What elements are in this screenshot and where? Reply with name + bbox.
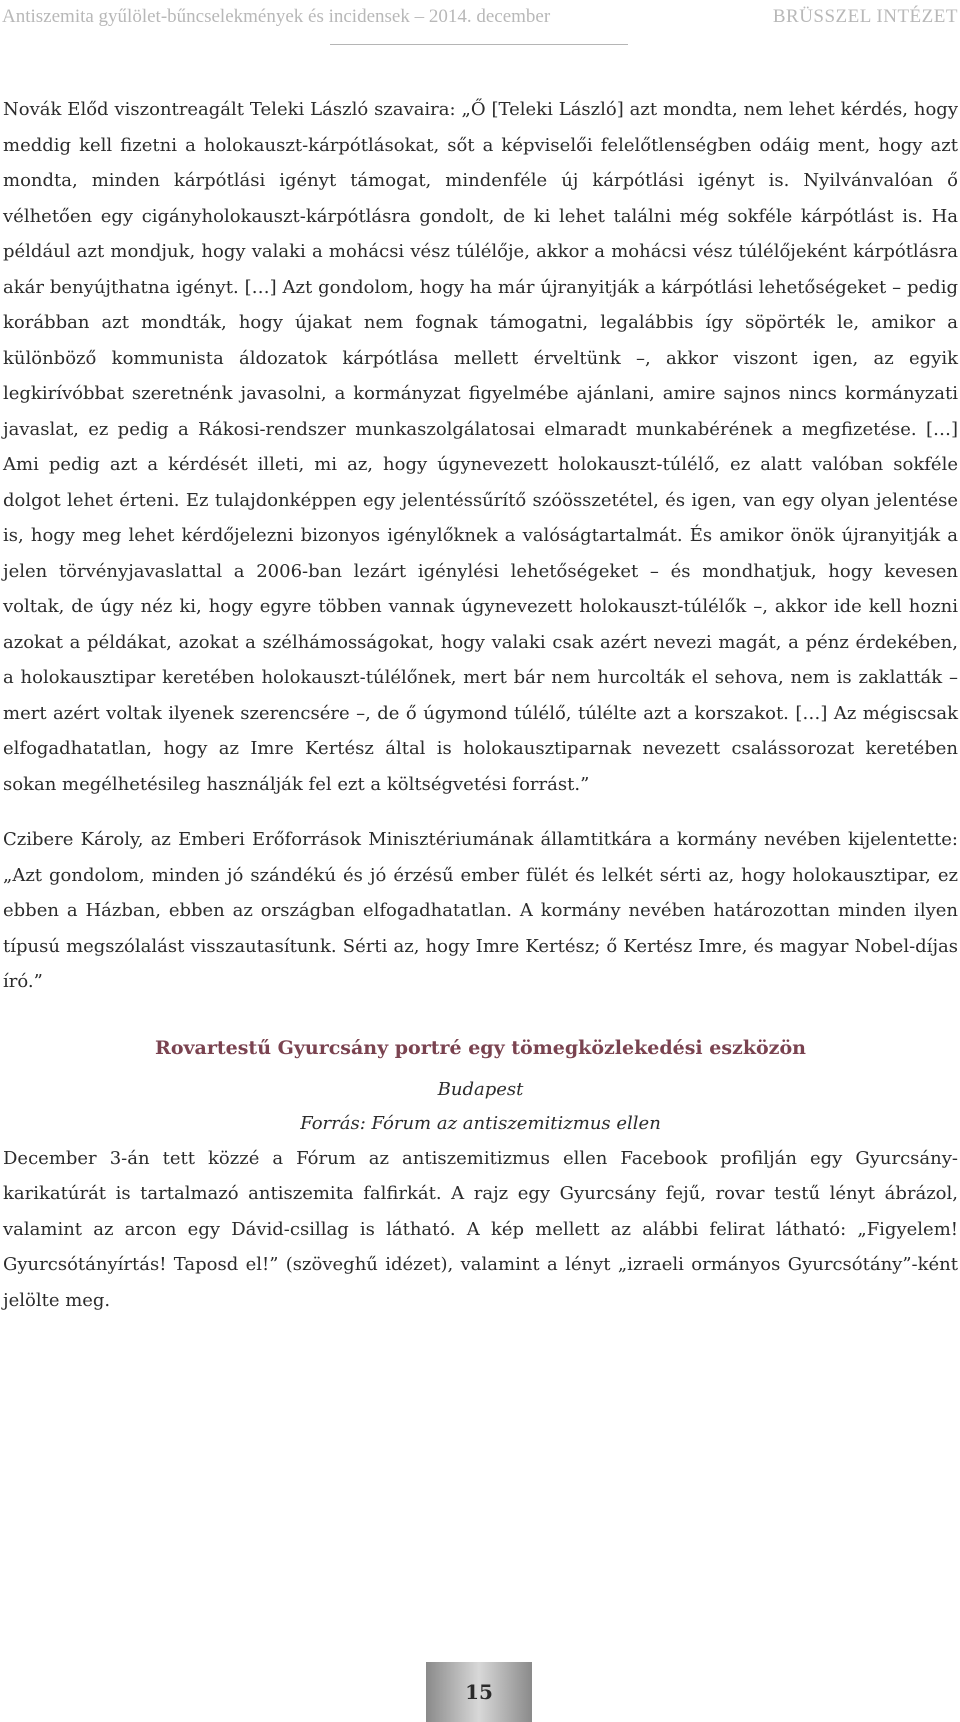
page-content [3, 92, 958, 1318]
section-location: Budapest [437, 1078, 524, 1100]
header-report-title: Antiszemita gyűlölet-bűncselekmények és incidensek – 2014. december [2, 6, 551, 27]
section-source: Forrás: Fórum az antiszemitizmus ellen [300, 1112, 661, 1134]
paragraph-czibere-quote: Czibere Károly, az Emberi Erőforrások Minisztériumának államtitkára a kormány nevében kijelentette: „Azt gondolom, minden jó szándékú és jó érzésű ember fülét és lelkét sérti az, hogy holokausztipar, ez ebben a Házban, ebben az országban elfogadhatatlan. A kormány nevében határozottan minden ilyen típusú megszólalást visszautasítunk. Sérti az, hogy Imre Kertész; ő Kertész Imre, és magyar Nobel-díjas író.” [3, 829, 958, 992]
header-divider [330, 44, 628, 45]
running-header [0, 6, 960, 34]
page-number: 15 [465, 1680, 493, 1704]
section-body: December 3-án tett közzé a Fórum az antiszemitizmus ellen Facebook profilján egy Gyurcsány-karikatúrát is tartalmazó antiszemita falfirkát. A rajz egy Gyurcsány fejű, rovar testű lényt ábrázol, valamint az arcon egy Dávid-csillag is látható. A kép mellett az alábbi felirat látható: „Figyelem! Gyurcsótányírtás! Taposd el!” (szöveghű idézet), valamint a lényt „izraeli ormányos Gyurcsótány”-ként jelölte meg. [3, 1147, 958, 1311]
paragraph-novak-quote: Novák Előd viszontreagált Teleki László szavaira: „Ő [Teleki László] azt mondta, nem lehet kérdés, hogy meddig kell fizetni a holokauszt-kárpótlásokat, sőt a képviselői felelőtlenségben odáig ment, hogy azt mondta, minden kárpótlási igényt támogat, mindenféle új kárpótlási igényt is. Nyilvánvalóan ő vélhetően egy cigányholokauszt-kárpótlásra gondolt, de ki lehet találni még sokféle kárpótlást is. Ha például azt mondjuk, hogy valaki a mohácsi vész túlélője, akkor a mohácsi vész túlélőjeként kárpótlásra akár benyújthatna igényt. […] Azt gondolom, hogy ha már újranyitják a kárpótlási lehetőségeket – pedig korábban azt mondták, hogy újakat nem fognak támogatni, legalábbis így söpörték le, amikor a különböző kommunista áldozatok kárpótlása mellett érveltünk –, akkor viszont igen, az egyik legkirívóbbat szeretnénk javasolni, a kormányzat figyelmébe ajánlani, amire sajnos nincs kormányzati javaslat, ez pedig a Rákosi-rendszer munkaszolgálatosai elmaradt munkabérének a megfizetése. […] Ami pedig azt a kérdését illeti, mi az, hogy úgynevezett holokauszt-túlélő, ez alatt valóban sokféle dolgot lehet érteni. Ez tulajdonképpen egy jelentéssűrítő szóösszetétel, és igen, van egy olyan jelentése is, hogy meg lehet kérdőjelezni bizonyos igénylőknek a valóságtartalmát. És amikor önök újranyitják a jelen törvényjavaslattal a 2006-ban lezárt igénylési lehetőségeket – és mondhatjuk, hogy kevesen voltak, de úgy néz ki, hogy egyre többen vannak úgynevezett holokauszt-túlélők –, akkor ide kell hozni azokat a példákat, azokat a szélhámosságokat, hogy valaki csak azért nevezi magát, a pénz érdekében, a holokausztipar keretében holokauszt-túlélőnek, mert bár nem hurcolták el sehova, nem is zaklatták – mert azért voltak ilyenek szerencsére –, de ő úgymond túlélő, túlélte azt a korszakot. […] Az mégiscsak elfogadhatatlan, hogy az Imre Kertész által is holokausztiparnak nevezett csalássorozat keretében sokan megélhetésileg használják fel ezt a költségvetési forrást.” [3, 99, 958, 795]
page-number-badge [426, 1662, 532, 1722]
section-title: Rovartestű Gyurcsány portré egy tömegközlekedési eszközön [155, 1036, 806, 1059]
header-publisher: BRÜSSZEL INTÉZET [772, 6, 958, 27]
